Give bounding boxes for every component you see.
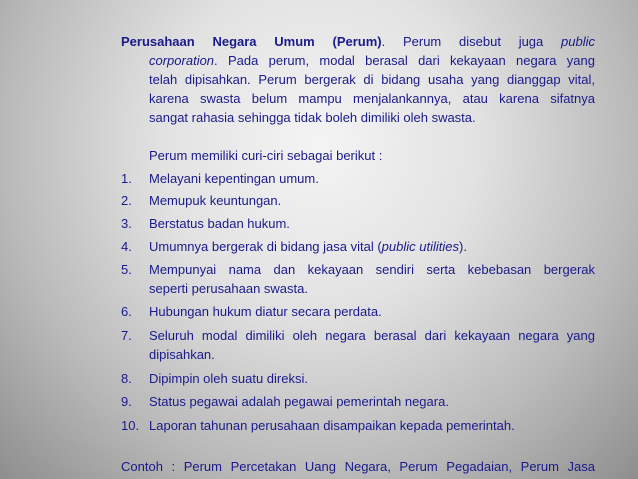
- item-number: 4.: [121, 239, 132, 254]
- list-item: Status pegawai adalah pegawai pemerintah negara.: [149, 394, 449, 409]
- item-number: 2.: [121, 193, 132, 208]
- item-4-italic: public utilities: [381, 239, 459, 254]
- list-item: Memupuk keuntungan.: [149, 193, 282, 208]
- item-number: 5.: [121, 262, 132, 277]
- intro-line-4: karena swasta belum mampu menjalankannya, atau karena sifatnya: [149, 91, 595, 106]
- intro-line-2: [149, 51, 595, 70]
- intro-line-3: telah dipisahkan. Perum bergerak di bidang usaha yang dianggap vital,: [149, 72, 595, 87]
- item-number: 1.: [121, 171, 132, 186]
- list-item: [149, 237, 467, 256]
- features-heading: Perum memiliki curi-ciri sebagai berikut :: [149, 148, 383, 163]
- list-item: Berstatus badan hukum.: [149, 216, 290, 231]
- item-number: 9.: [121, 394, 132, 409]
- list-item: Mempunyai nama dan kekayaan sendiri serta kebebasan bergerak: [149, 262, 595, 277]
- list-item-continuation: seperti perusahaan swasta.: [149, 281, 308, 296]
- example-line: Contoh : Perum Percetakan Uang Negara, Perum Pegadaian, Perum Jasa: [121, 459, 595, 474]
- intro-line-2-text: . Pada perum, modal berasal dari kekayaan negara yang: [214, 53, 595, 68]
- item-number: 6.: [121, 304, 132, 319]
- list-item: Hubungan hukum diatur secara perdata.: [149, 304, 382, 319]
- intro-line-5: sangat rahasia sehingga tidak boleh dimiliki oleh swasta.: [149, 110, 476, 125]
- item-4-text-end: ).: [459, 239, 467, 254]
- intro-line-1-text: . Perum disebut juga: [381, 34, 562, 49]
- item-number: 10.: [121, 418, 140, 433]
- list-item: Laporan tahunan perusahaan disampaikan kepada pemerintah.: [149, 418, 515, 433]
- item-4-text: Umumnya bergerak di bidang jasa vital (: [149, 239, 382, 254]
- item-number: 3.: [121, 216, 132, 231]
- intro-corporation-italic: corporation: [149, 53, 215, 68]
- item-number: 7.: [121, 328, 132, 343]
- list-item: Melayani kepentingan umum.: [149, 171, 319, 186]
- intro-line-1: [121, 32, 595, 51]
- item-number: 8.: [121, 371, 132, 386]
- list-item-continuation: dipisahkan.: [149, 347, 215, 362]
- intro-public-italic: public: [561, 34, 595, 49]
- list-item: Dipimpin oleh suatu direksi.: [149, 371, 308, 386]
- list-item: Seluruh modal dimiliki oleh negara berasal dari kekayaan negara yang: [149, 328, 595, 343]
- intro-title: Perusahaan Negara Umum (Perum): [121, 34, 382, 49]
